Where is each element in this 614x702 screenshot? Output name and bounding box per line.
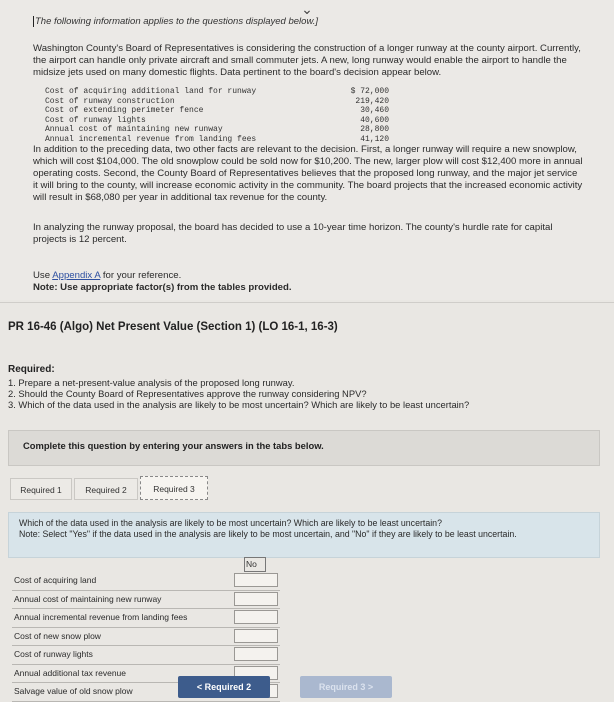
data-row: Cost of runway construction 219,420 [45,96,389,106]
question-text: Which of the data used in the analysis are likely to be most uncertain? Which are likely to be least uncertain? [19,518,442,528]
required-heading: Required: [8,364,55,375]
intro-paragraph-1: Washington County's Board of Representatives is considering the construction of a longer runway at the county airport. Currently, the airport can handle only private aircraft and small commuter jets. A new, long runway would enable the airport to handle the midsize jets used on many domestic flights. Data pertinent to the board's decision appear below. [33,43,581,78]
data-row: Cost of acquiring additional land for runway $ 72,000 [45,87,389,96]
answer-row: Annual incremental revenue from landing fees [12,609,280,628]
answer-row: Cost of runway lights [12,646,280,665]
question-box [8,512,600,558]
requirements-list [8,377,469,410]
requirement-item: 3. Which of the data used in the analysis are likely to be most uncertain? Which are likely to be least uncertain? [8,399,470,410]
intro-paragraph-2: In addition to the preceding data, two other facts are relevant to the decision. First, a longer runway will require a new snowplow, which will cost $104,000. The old snowplow could be sold now for $10,200. The new, larger plow will cost $12,400 more in annual operating costs. Second, the County Board of Representatives believes that the proposed long runway, and the major jet service it will bring to the county, will increase economic activity in the community. The board projects that the increased economic activity will result in $68,080 per year in additional tax revenue for the county. [33,144,583,203]
answer-select[interactable] [234,647,278,661]
answer-column-header: No [246,559,257,569]
answer-select[interactable] [234,610,278,624]
data-row: Annual incremental revenue from landing fees 41,120 [45,134,389,144]
instructions-box [8,430,600,466]
problem-title: PR 16-46 (Algo) Net Present Value (Section 1) (LO 16-1, 16-3) [8,321,338,333]
intro-note: The following information applies to the questions displayed below.] [35,16,319,28]
back-required-2-button[interactable]: < Required 2 [178,676,270,698]
requirement-item: 2. Should the County Board of Representatives approve the runway considering NPV? [8,388,367,399]
problem-context [0,0,614,300]
data-row: Cost of runway lights 40,600 [45,115,389,125]
answer-row: Annual additional tax revenue [12,665,280,684]
tab-bar [10,478,210,500]
answer-row: Cost of acquiring land [12,572,280,591]
tab-required-1[interactable]: Required 1 [10,478,72,500]
intro-paragraph-3: In analyzing the runway proposal, the board has decided to use a 10-year time horizon. The county's hurdle rate for capital projects is 12 percent. [33,222,553,245]
answer-header-row [12,559,280,572]
factor-note: Note: Use appropriate factor(s) from the tables provided. [33,282,292,293]
chevron-down-icon[interactable]: ⌄ [301,1,313,17]
next-required-3-button[interactable]: Required 3 > [300,676,392,698]
text-cursor [33,16,34,27]
tab-required-3[interactable]: Required 3 [140,476,208,500]
data-row: Annual cost of maintaining new runway 28,800 [45,125,389,134]
data-table [45,87,389,144]
answer-select[interactable] [234,573,278,587]
appendix-link[interactable]: Appendix A [52,270,101,281]
answer-row: Annual cost of maintaining new runway [12,591,280,610]
section-divider [0,302,614,303]
data-row: Cost of extending perimeter fence 30,460 [45,106,389,115]
answer-select[interactable] [234,592,278,606]
tab-required-2[interactable]: Required 2 [74,478,138,500]
answer-row: Salvage value of old snow plow [12,683,280,702]
answer-select[interactable] [234,629,278,643]
question-note: Note: Select "Yes" if the data used in the analysis are likely to be most uncertain, and "No" if they are likely to be least uncertain. [19,528,517,539]
answer-row: Cost of new snow plow [12,628,280,647]
reference-block: Use Appendix A for your reference. Note: Use appropriate factor(s) from the tables provided. [33,270,583,294]
instructions-text: Complete this question by entering your answers in the tabs below. [23,440,324,451]
requirement-item: 1. Prepare a net-present-value analysis of the proposed long runway. [8,377,295,388]
